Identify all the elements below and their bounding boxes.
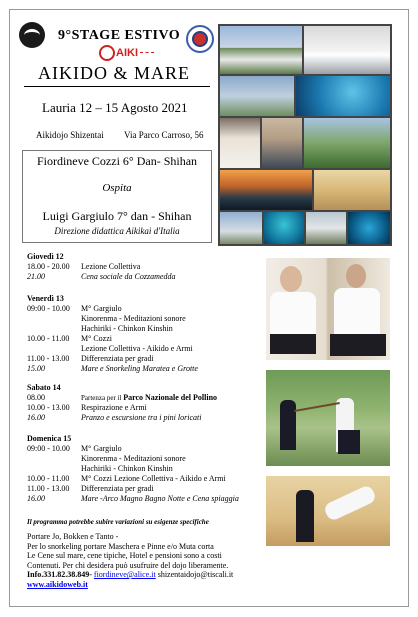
footer-line: Portare Jo, Bokken e Tanto -: [27, 532, 119, 541]
day-title: Sabato 14: [27, 383, 61, 392]
stage-title: 9°STAGE ESTIVO: [58, 28, 181, 43]
portrait-photo-2: [262, 118, 302, 168]
master-head-2: [346, 264, 366, 288]
email-2[interactable]: shizentaidojo@tiscali.it: [157, 570, 234, 579]
day-thursday: [27, 252, 176, 282]
day-title: Venerdì 13: [27, 294, 64, 303]
contact-line: Info.331.82.38.849- fiordineve@alice.it shizentaidojo@tiscali.it: [27, 570, 234, 579]
email-link-1[interactable]: fiordineve@alice.it: [93, 570, 156, 579]
day-saturday: [27, 383, 218, 423]
masters-photo: [266, 258, 390, 360]
program-row: 10.00 - 13.00 Respirazione e Armi: [27, 403, 147, 412]
group-photo-2: [304, 26, 390, 74]
website-link[interactable]: www.aikidoweb.it: [27, 579, 88, 589]
teachers-box: [22, 150, 212, 243]
program-row: Kinorenma - Meditazioni sonore: [81, 314, 186, 323]
main-title: AIKIDO & MARE: [38, 63, 190, 83]
program-row: Hachiriki - Chinkon Kinshin: [81, 324, 173, 333]
program-row: Hachiriki - Chinkon Kinshin: [81, 464, 173, 473]
photo-collage: [218, 24, 392, 246]
program-row: 16.00 Mare -Arco Magno Bagno Notte e Cena spiaggia: [27, 494, 239, 503]
dojo-photo: [314, 170, 390, 210]
program-row: 09:00 - 10.00 M° Gargiulo: [27, 444, 122, 453]
program-row: 11.00 - 13.00 Differenziata per gradi: [27, 354, 154, 363]
program-row: 11.00 - 13.00 Differenziata per gradi: [27, 484, 154, 493]
group-photo-1: [220, 26, 302, 74]
program-row: 10.00 - 11.00 M° Cozzi: [27, 334, 112, 343]
day-title: Domenica 15: [27, 434, 72, 443]
footer-line: Le Cene sul mare, cene tipiche, Hotel e pensioni sono a costi: [27, 551, 222, 560]
program-row: 09:00 - 10.00 M° Gargiulo: [27, 304, 122, 313]
aiki-logo: AIKI: [99, 45, 154, 61]
aikikai-logo-right: [186, 25, 214, 53]
outdoor-practice-photo: [304, 118, 390, 168]
program-row: 15.00 Mare e Snorkeling Maratea e Grotte: [27, 364, 198, 373]
group-photo-3: [220, 76, 294, 116]
day-friday: [27, 294, 198, 374]
divider: [24, 86, 210, 87]
footer-info: [27, 532, 233, 589]
group-photo-4: [220, 212, 262, 244]
program-row: Kinorenma - Meditazioni sonore: [81, 454, 186, 463]
outdoor-training-photo: [266, 370, 390, 466]
teacher-gargiulo: Luigi Gargiulo 7° dan - Shihan: [42, 209, 192, 223]
program-row: Lezione Collettiva - Aikido e Armi: [81, 344, 193, 353]
program-note: Il programma potrebbe subire variazioni su esigenze specifiche: [27, 518, 209, 526]
dojo-throw-photo: [266, 476, 390, 546]
master-head-1: [280, 266, 302, 292]
program-row: 08.00 Partenza per il Parco Nazionale del Pollino: [27, 393, 218, 402]
dojo-name: Aikidojo Shizentai: [36, 130, 104, 140]
day-sunday: [27, 434, 239, 504]
day-title: Giovedì 12: [27, 252, 64, 261]
sunset-sea-photo: [220, 170, 312, 210]
group-photo-5: [306, 212, 346, 244]
event-date: Lauria 12 – 15 Agosto 2021: [42, 100, 188, 115]
footer-line: Contenuti. Per chi desidera può usufruire del dojo liberamente.: [27, 560, 229, 570]
program-row: 21.00 Cena sociale da Cozzamedda: [27, 272, 176, 281]
underwater-photo-3: [348, 212, 390, 244]
program-row: 16.00 Pranzo e escursione tra i pini loricati: [27, 413, 202, 422]
direction-note: Direzione didattica Aikikai d'Italia: [54, 226, 180, 236]
guest-label: Ospita: [102, 182, 132, 194]
program-row: 18.00 - 20.00 Lezione Collettiva: [27, 262, 141, 271]
portrait-photo-1: [220, 118, 260, 168]
aiki-circle-icon: [99, 45, 115, 61]
underwater-photo-1: [296, 76, 390, 116]
underwater-photo-2: [264, 212, 304, 244]
program-row: 10.00 - 11.00 M° Cozzi Lezione Collettiva - Aikido e Armi: [27, 474, 226, 483]
dojo-logo-left: [19, 22, 45, 48]
footer-line: Per lo snorkeling portare Maschera e Pinne e/o Muta corta: [27, 541, 214, 551]
teacher-cozzi: Fiordineve Cozzi 6° Dan- Shihan: [36, 154, 198, 168]
dojo-address: Via Parco Carroso, 56: [124, 130, 204, 140]
